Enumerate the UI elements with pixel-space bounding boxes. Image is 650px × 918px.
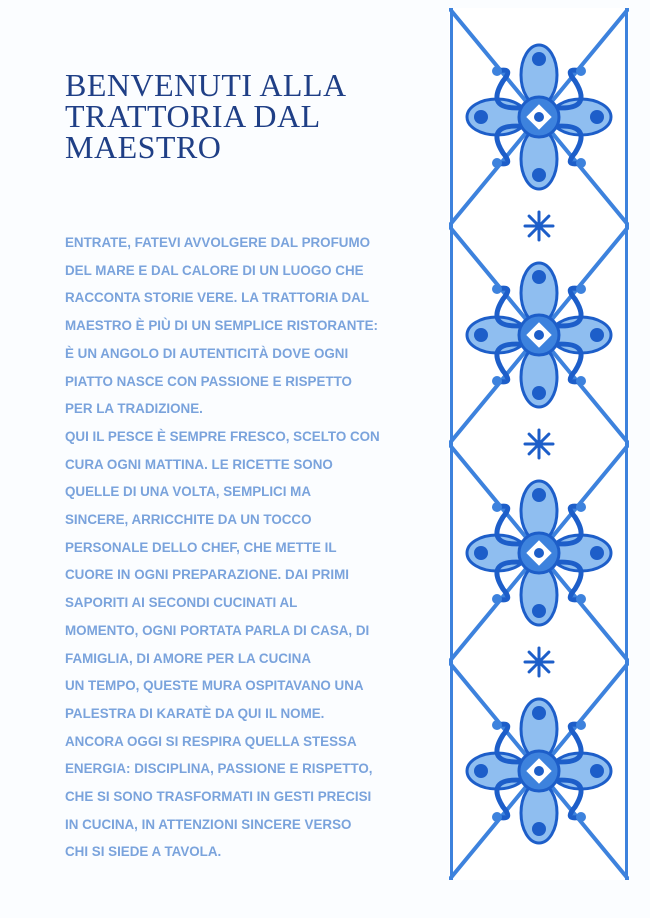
tile-petal-dot	[590, 764, 604, 778]
tile-petal-dot	[532, 52, 546, 66]
tile-scroll-dot	[492, 376, 502, 386]
tile-rosette-center	[534, 548, 544, 558]
body-line: SINCERE, ARRICCHITE DA UN TOCCO	[65, 512, 312, 528]
tile-petal-dot	[590, 110, 604, 124]
title-line: BENVENUTI ALLA	[65, 67, 347, 103]
tile-rosette-center	[534, 112, 544, 122]
body-line: PALESTRA DI KARATÈ DA QUI IL NOME.	[65, 705, 325, 721]
tile-scroll-dot	[492, 284, 502, 294]
body-line: ANCORA OGGI SI RESPIRA QUELLA STESSA	[65, 733, 357, 749]
tile-scroll-dot	[576, 812, 586, 822]
tile-scroll-dot	[492, 66, 502, 76]
tile-petal-dot	[532, 488, 546, 502]
body-line: CUORE IN OGNI PREPARAZIONE. DAI PRIMI	[65, 567, 349, 583]
body-line: PER LA TRADIZIONE.	[65, 401, 203, 417]
tile-petal-dot	[474, 328, 488, 342]
tile-petal-dot	[532, 604, 546, 618]
body-line: DEL MARE E DAL CALORE DI UN LUOGO CHE	[65, 262, 364, 278]
tile-scroll-dot	[576, 66, 586, 76]
body-line: PIATTO NASCE CON PASSIONE E RISPETTO	[65, 373, 352, 389]
body-line: ENERGIA: DISCIPLINA, PASSIONE E RISPETTO,	[65, 761, 373, 777]
title-line: MAESTRO	[65, 129, 222, 165]
tile-petal-dot	[474, 110, 488, 124]
tile-petal-dot	[532, 822, 546, 836]
tile-petal-dot	[590, 328, 604, 342]
tile-star	[525, 648, 553, 676]
tile-scroll-dot	[576, 502, 586, 512]
tile-scroll-dot	[492, 812, 502, 822]
tile-star-center	[535, 658, 543, 666]
tile-scroll-dot	[576, 376, 586, 386]
body-line: È UN ANGOLO DI AUTENTICITÀ DOVE OGNI	[65, 345, 349, 361]
body-line: MAESTRO È PIÙ DI UN SEMPLICE RISTORANTE:	[65, 318, 378, 334]
tile-petal-dot	[474, 764, 488, 778]
intro-paragraph	[65, 229, 450, 866]
tile-star-center	[535, 222, 543, 230]
body-line: CHI SI SIEDE A TAVOLA.	[65, 844, 222, 860]
body-line: MOMENTO, OGNI PORTATA PARLA DI CASA, DI	[65, 622, 370, 638]
body-line: FAMIGLIA, DI AMORE PER LA CUCINA	[65, 650, 311, 666]
tile-petal-dot	[532, 168, 546, 182]
tile-star	[525, 430, 553, 458]
body-line: PERSONALE DELLO CHEF, CHE METTE IL	[65, 539, 337, 555]
tile-star-center	[535, 440, 543, 448]
body-line: SAPORITI AI SECONDI CUCINATI AL	[65, 595, 298, 611]
tile-scroll-dot	[576, 284, 586, 294]
body-line: RACCONTA STORIE VERE. LA TRATTORIA DAL	[65, 290, 370, 306]
tile-scroll-dot	[492, 158, 502, 168]
tile-scroll-dot	[576, 720, 586, 730]
tile-scroll-dot	[492, 594, 502, 604]
tile-petal-dot	[532, 270, 546, 284]
tile-petal-dot	[532, 706, 546, 720]
body-line: CHE SI SONO TRASFORMATI IN GESTI PRECISI	[65, 789, 372, 805]
tile-petal-dot	[590, 546, 604, 560]
body-line: QUELLE DI UNA VOLTA, SEMPLICI MA	[65, 484, 311, 500]
page-title	[65, 67, 415, 165]
body-line: IN CUCINA, IN ATTENZIONI SINCERE VERSO	[65, 816, 352, 832]
tile-scroll-dot	[492, 720, 502, 730]
body-line: CURA OGNI MATTINA. LE RICETTE SONO	[65, 456, 333, 472]
tile-scroll-dot	[492, 502, 502, 512]
majolica-tile-strip	[449, 8, 629, 880]
tile-scroll-dot	[576, 158, 586, 168]
tile-petal-dot	[532, 386, 546, 400]
body-line: ENTRATE, FATEVI AVVOLGERE DAL PROFUMO	[65, 235, 371, 250]
body-line: UN TEMPO, QUESTE MURA OSPITAVANO UNA	[65, 678, 364, 694]
tile-petal-dot	[474, 546, 488, 560]
body-line: QUI IL PESCE È SEMPRE FRESCO, SCELTO CON	[65, 428, 380, 444]
tile-star	[525, 212, 553, 240]
title-line: TRATTORIA DAL	[65, 98, 321, 134]
tile-rosette-center	[534, 766, 544, 776]
tile-scroll-dot	[576, 594, 586, 604]
tile-pattern-graphic	[449, 8, 629, 880]
tile-rosette-center	[534, 330, 544, 340]
